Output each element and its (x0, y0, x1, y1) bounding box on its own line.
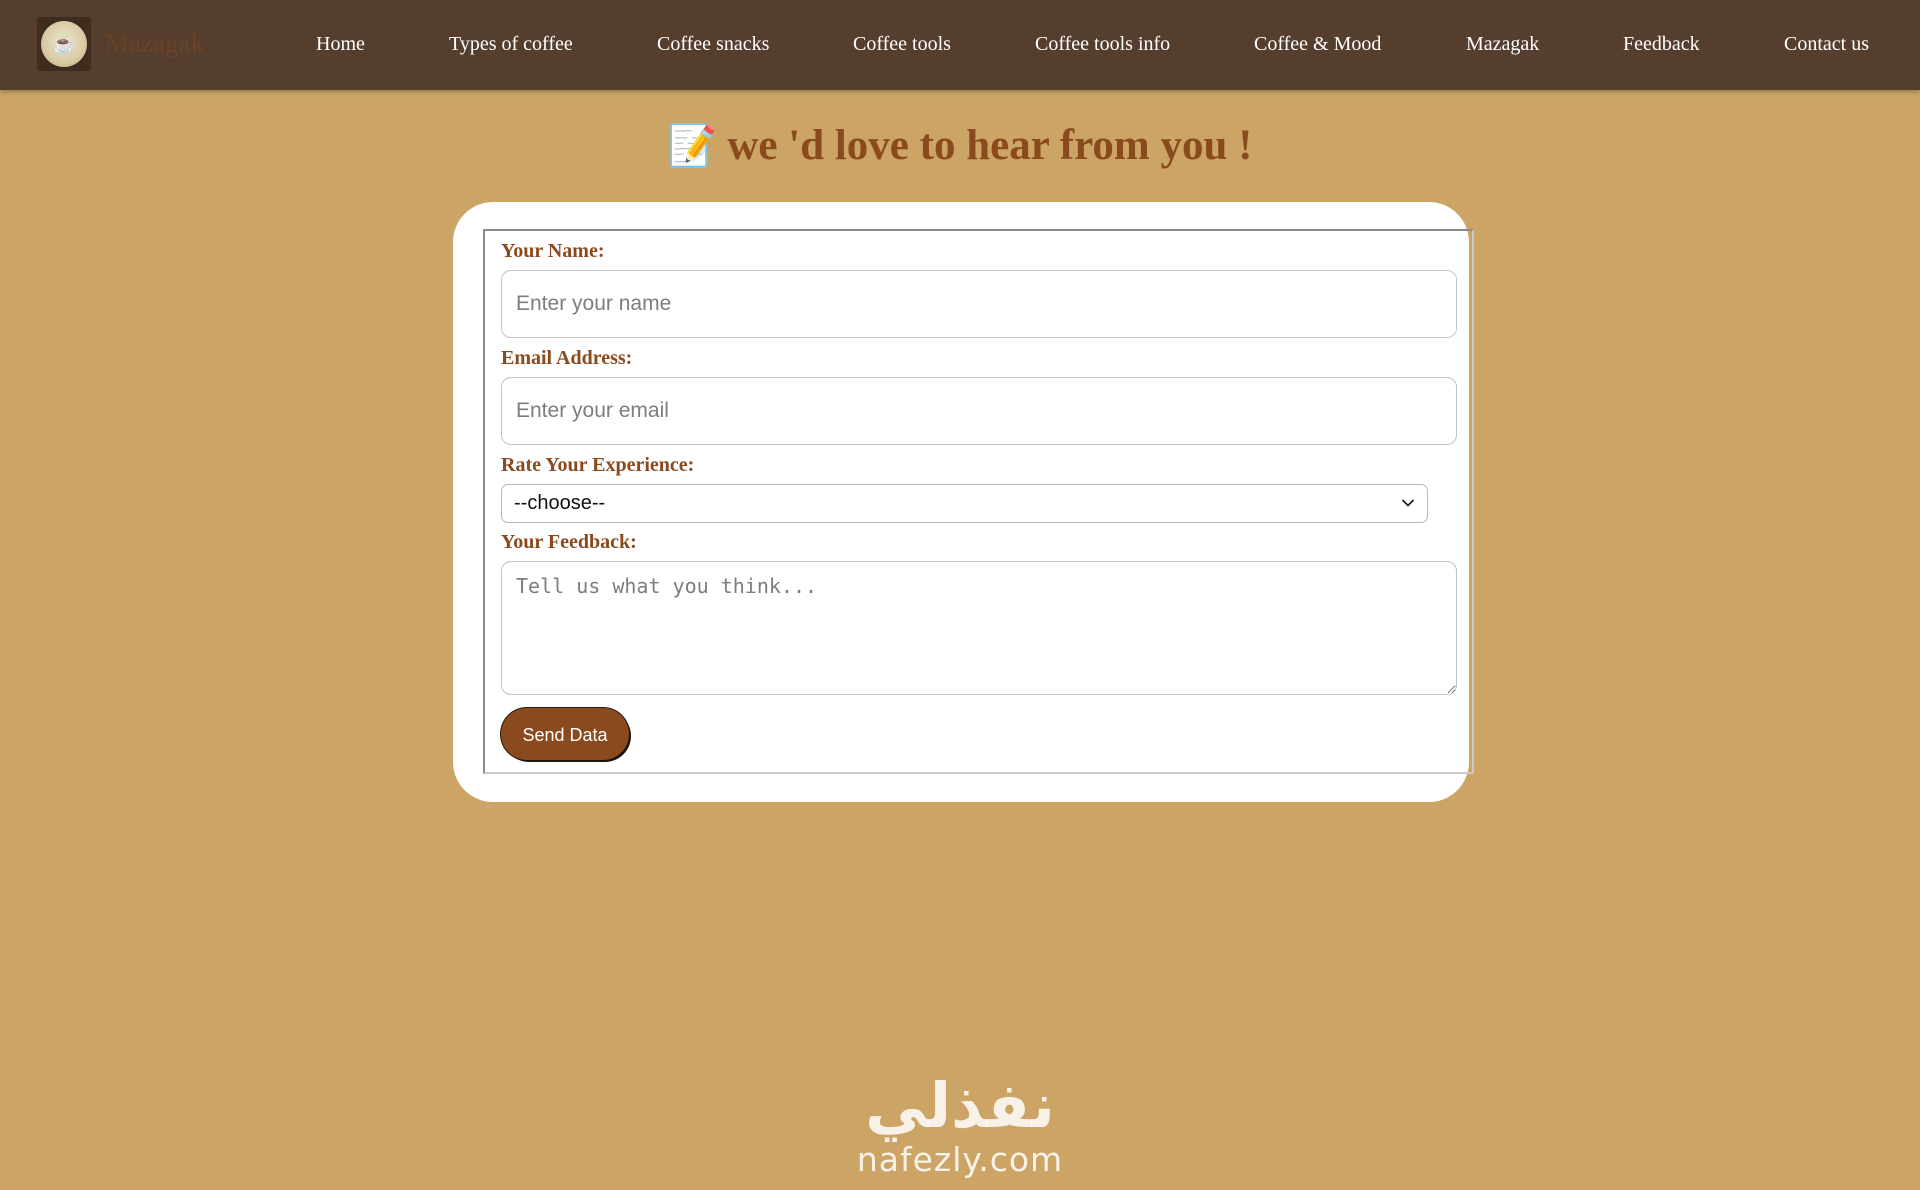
logo-image[interactable] (37, 17, 91, 71)
email-input[interactable] (501, 377, 1457, 445)
nav-item-contact-us[interactable]: Contact us (1784, 33, 1869, 55)
send-data-button[interactable]: Send Data (501, 708, 629, 760)
page-title (0, 118, 1920, 174)
nav-item-coffee-and-mood[interactable]: Coffee & Mood (1254, 33, 1382, 55)
nav-item-coffee-snacks[interactable]: Coffee snacks (657, 33, 770, 55)
memo-icon: 📝 (667, 123, 718, 168)
rating-selected-value: --choose-- (514, 492, 606, 514)
nav-item-types-of-coffee[interactable]: Types of coffee (449, 33, 573, 55)
feedback-textarea[interactable] (501, 561, 1457, 695)
email-label: Email Address: (501, 347, 633, 369)
nav-item-coffee-tools-info[interactable]: Coffee tools info (1035, 33, 1171, 55)
name-input[interactable] (501, 270, 1457, 338)
page-title-text: we 'd love to hear from you ! (727, 122, 1253, 169)
name-label: Your Name: (501, 240, 605, 262)
rating-label: Rate Your Experience: (501, 454, 695, 476)
coffee-cup-icon: ☕ (41, 21, 87, 67)
feedback-label: Your Feedback: (501, 531, 637, 553)
watermark-arabic: نفذلي (865, 1069, 1055, 1142)
chevron-down-icon (1399, 494, 1417, 512)
nav-item-home[interactable]: Home (316, 33, 365, 55)
rating-select[interactable] (501, 484, 1428, 523)
watermark-latin: nafezly.com (856, 1140, 1064, 1179)
nav-item-coffee-tools[interactable]: Coffee tools (853, 33, 951, 55)
nav-item-feedback[interactable]: Feedback (1623, 33, 1700, 55)
brand-name[interactable]: Mazagak (105, 28, 204, 58)
watermark (840, 1070, 1080, 1190)
navbar (0, 0, 1920, 90)
nav-item-mazagak[interactable]: Mazagak (1466, 33, 1540, 55)
